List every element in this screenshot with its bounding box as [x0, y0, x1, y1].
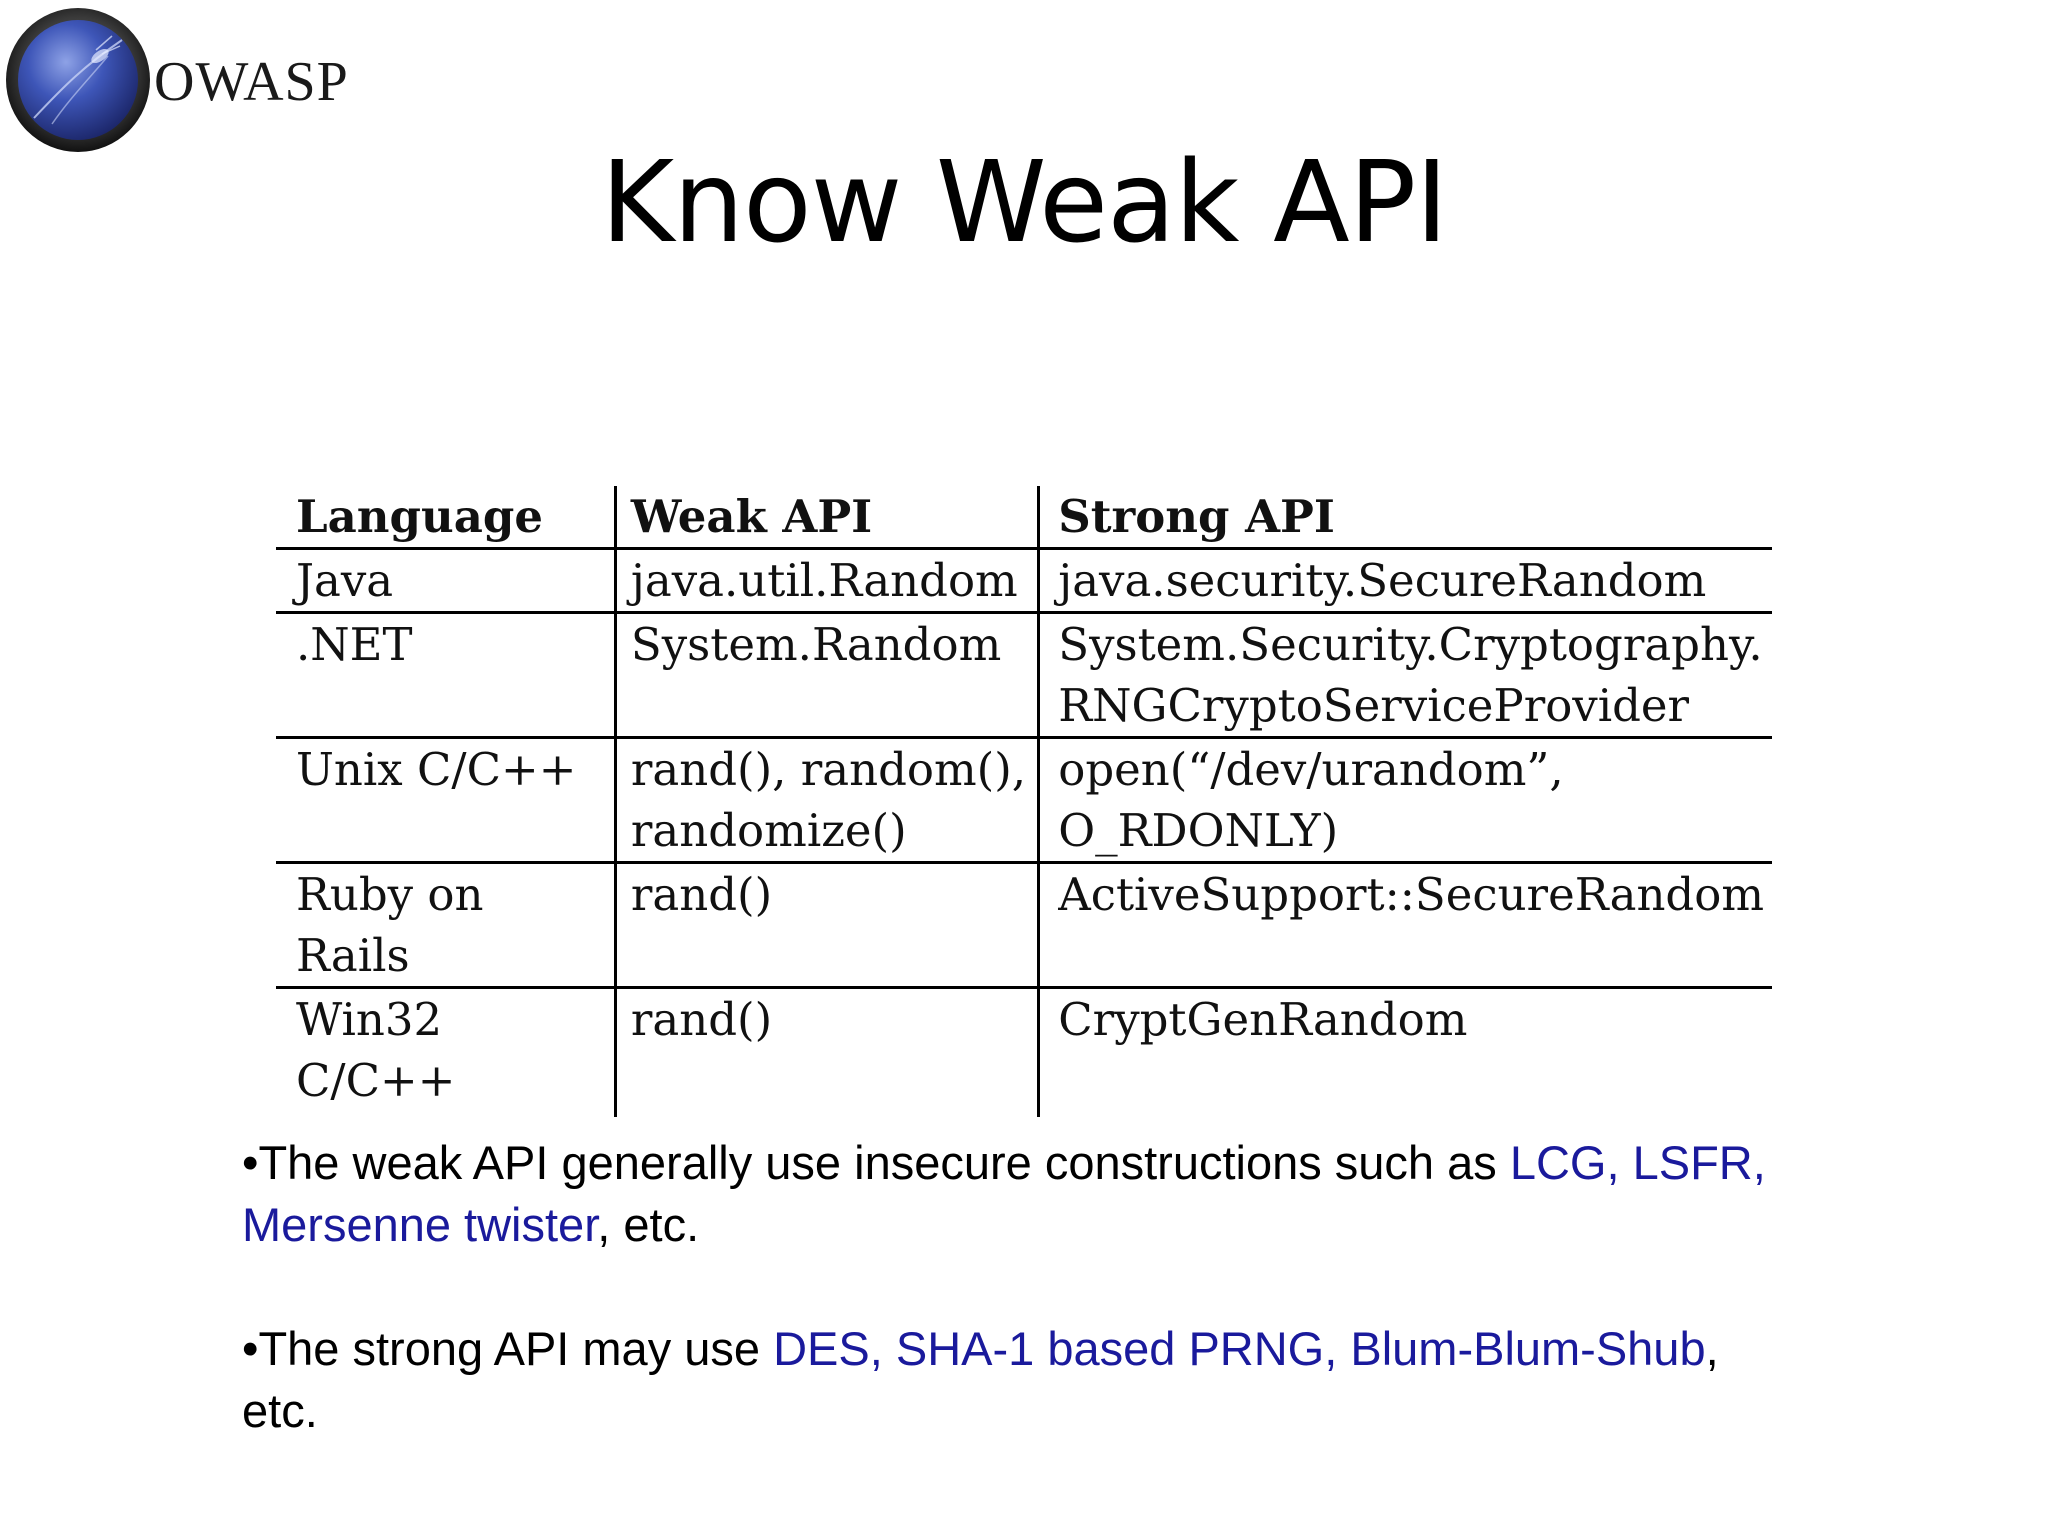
cell-weak-api-line: rand(), random(),: [630, 743, 1027, 796]
bullet-list: [242, 1132, 1802, 1504]
cell-weak-api-line: System.Random: [630, 618, 1002, 671]
bullet-highlight: DES, SHA-1 based PRNG, Blum-Blum-Shub: [773, 1322, 1706, 1375]
cell-weak-api-line: rand(): [630, 993, 773, 1046]
cell-strong-api-line: open(“/dev/urandom”,: [1058, 743, 1564, 796]
cell-strong-api-line: System.Security.Cryptography.: [1058, 618, 1763, 671]
table-row-dotnet: [276, 613, 1772, 738]
cell-language: Win32 C/C++: [276, 988, 615, 1118]
cell-strong-api-line: java.security.SecureRandom: [1058, 554, 1707, 607]
table-row-win32: [276, 988, 1772, 1118]
table-row-unix: [276, 738, 1772, 863]
table-row-ruby: [276, 863, 1772, 988]
cell-strong-api: [1039, 549, 1772, 613]
cell-strong-api: [1039, 613, 1772, 738]
header-weak-api: Weak API: [615, 486, 1038, 549]
cell-strong-api-line: O_RDONLY): [1058, 804, 1339, 857]
cell-weak-api: [615, 549, 1038, 613]
cell-strong-api: [1039, 988, 1772, 1118]
cell-strong-api-line: ActiveSupport::SecureRandom: [1058, 868, 1764, 921]
owasp-logo-text: OWASP: [154, 51, 349, 113]
bullet-highlight: LCG, LSFR, Mersenne twister: [242, 1136, 1766, 1251]
cell-strong-api: [1039, 863, 1772, 988]
cell-language: Unix C/C++: [276, 738, 615, 863]
table-header-row: [276, 486, 1772, 549]
table-row-java: [276, 549, 1772, 613]
bullet-text: •The weak API generally use insecure constructions such as: [242, 1136, 1510, 1189]
slide-title: Know Weak API: [600, 138, 1448, 268]
header-language: Language: [276, 486, 615, 549]
weak-strong-api-table: [276, 486, 1772, 1117]
cell-weak-api-line: rand(): [630, 868, 773, 921]
cell-weak-api: [615, 613, 1038, 738]
cell-weak-api: [615, 988, 1038, 1118]
cell-strong-api-line: RNGCryptoServiceProvider: [1058, 679, 1690, 732]
header-strong-api: Strong API: [1039, 486, 1772, 549]
cell-weak-api: [615, 738, 1038, 863]
bullet-strong-api: [242, 1318, 1802, 1442]
owasp-wasp-emblem-icon: [4, 6, 152, 154]
cell-language: .NET: [276, 613, 615, 738]
cell-language: Ruby on Rails: [276, 863, 615, 988]
bullet-weak-api: [242, 1132, 1802, 1256]
cell-weak-api: [615, 863, 1038, 988]
bullet-suffix: , etc.: [242, 1322, 1719, 1437]
cell-strong-api-line: CryptGenRandom: [1058, 993, 1468, 1046]
bullet-text: •The strong API may use: [242, 1322, 774, 1375]
cell-strong-api: [1039, 738, 1772, 863]
cell-weak-api-line: java.util.Random: [630, 554, 1018, 607]
cell-language: Java: [296, 554, 394, 607]
cell-weak-api-line: randomize(): [630, 804, 907, 857]
owasp-logo: [4, 6, 364, 156]
bullet-suffix: , etc.: [597, 1198, 700, 1251]
